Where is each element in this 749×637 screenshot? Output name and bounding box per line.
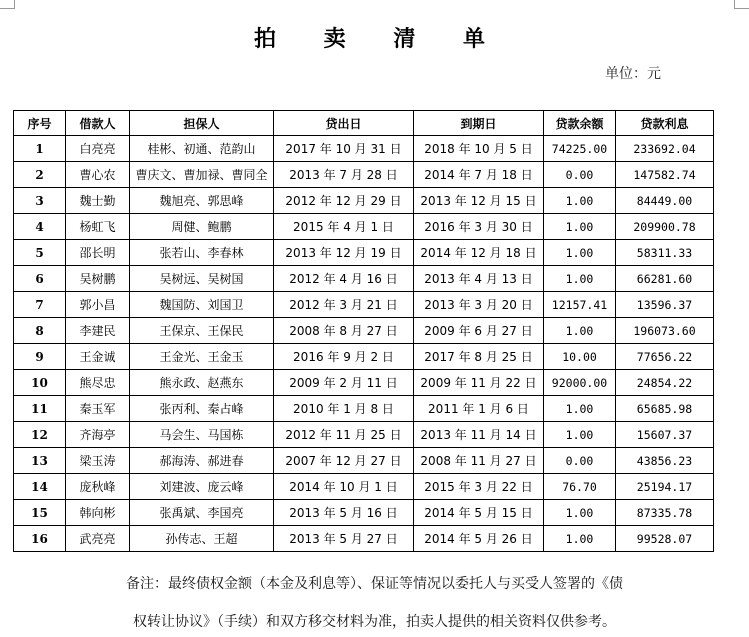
row-due-date: 2013 年 12 月 15 日 [414, 188, 544, 214]
row-guarantor: 吴树远、吴树国 [130, 266, 274, 292]
row-no: 3 [14, 188, 66, 214]
table-row [14, 136, 714, 162]
row-balance: 92000.00 [544, 370, 616, 396]
row-issue-date: 2012 年 3 月 21 日 [274, 292, 414, 318]
row-borrower: 魏士勤 [66, 188, 130, 214]
row-borrower: 武亮亮 [66, 526, 130, 552]
row-issue-date: 2013 年 12 月 19 日 [274, 240, 414, 266]
row-guarantor: 张禹斌、李国亮 [130, 500, 274, 526]
row-no: 14 [14, 474, 66, 500]
row-due-date: 2014 年 5 月 26 日 [414, 526, 544, 552]
row-issue-date: 2013 年 5 月 16 日 [274, 500, 414, 526]
row-guarantor: 桂彬、初通、范韵山 [130, 136, 274, 162]
row-due-date: 2014 年 7 月 18 日 [414, 162, 544, 188]
header-interest: 贷款利息 [616, 111, 714, 136]
row-interest: 13596.37 [616, 292, 714, 318]
row-balance: 1.00 [544, 318, 616, 344]
row-borrower: 秦玉军 [66, 396, 130, 422]
row-no: 12 [14, 422, 66, 448]
row-no: 2 [14, 162, 66, 188]
row-balance: 1.00 [544, 240, 616, 266]
row-due-date: 2008 年 11 月 27 日 [414, 448, 544, 474]
row-issue-date: 2016 年 9 月 2 日 [274, 344, 414, 370]
row-issue-date: 2014 年 10 月 1 日 [274, 474, 414, 500]
row-interest: 84449.00 [616, 188, 714, 214]
row-borrower: 白亮亮 [66, 136, 130, 162]
row-guarantor: 孙传志、王超 [130, 526, 274, 552]
row-no: 8 [14, 318, 66, 344]
row-borrower: 齐海亭 [66, 422, 130, 448]
table-row [14, 266, 714, 292]
header-guarantor: 担保人 [130, 111, 274, 136]
table-row [14, 370, 714, 396]
table-row [14, 292, 714, 318]
row-interest: 65685.98 [616, 396, 714, 422]
header-balance: 贷款余额 [544, 111, 616, 136]
row-issue-date: 2008 年 8 月 27 日 [274, 318, 414, 344]
row-borrower: 邵长明 [66, 240, 130, 266]
row-borrower: 王金诚 [66, 344, 130, 370]
row-guarantor: 马会生、马国栋 [130, 422, 274, 448]
row-balance: 0.00 [544, 448, 616, 474]
table-row [14, 240, 714, 266]
row-balance: 0.00 [544, 162, 616, 188]
row-due-date: 2013 年 4 月 13 日 [414, 266, 544, 292]
row-interest: 147582.74 [616, 162, 714, 188]
row-borrower: 杨虹飞 [66, 214, 130, 240]
row-guarantor: 魏旭亮、郭思峰 [130, 188, 274, 214]
row-guarantor: 刘建波、庞云峰 [130, 474, 274, 500]
row-interest: 43856.23 [616, 448, 714, 474]
row-interest: 77656.22 [616, 344, 714, 370]
header-issue-date: 贷出日 [274, 111, 414, 136]
row-borrower: 吴树鹏 [66, 266, 130, 292]
row-interest: 24854.22 [616, 370, 714, 396]
row-no: 15 [14, 500, 66, 526]
row-no: 13 [14, 448, 66, 474]
row-issue-date: 2009 年 2 月 11 日 [274, 370, 414, 396]
row-issue-date: 2012 年 4 月 16 日 [274, 266, 414, 292]
table-row [14, 162, 714, 188]
header-due-date: 到期日 [414, 111, 544, 136]
row-borrower: 韩向彬 [66, 500, 130, 526]
row-due-date: 2013 年 11 月 14 日 [414, 422, 544, 448]
row-guarantor: 王保京、王保民 [130, 318, 274, 344]
row-issue-date: 2012 年 12 月 29 日 [274, 188, 414, 214]
table-row [14, 318, 714, 344]
row-guarantor: 王金光、王金玉 [130, 344, 274, 370]
row-due-date: 2016 年 3 月 30 日 [414, 214, 544, 240]
row-issue-date: 2017 年 10 月 31 日 [274, 136, 414, 162]
page-corner-mark [734, 0, 749, 9]
row-guarantor: 魏国防、刘国卫 [130, 292, 274, 318]
row-no: 6 [14, 266, 66, 292]
row-issue-date: 2013 年 7 月 28 日 [274, 162, 414, 188]
row-interest: 196073.60 [616, 318, 714, 344]
row-balance: 10.00 [544, 344, 616, 370]
table-header-row [14, 111, 714, 136]
row-guarantor: 曹庆文、曹加禄、曹同全 [130, 162, 274, 188]
row-due-date: 2013 年 3 月 20 日 [414, 292, 544, 318]
row-borrower: 庞秋峰 [66, 474, 130, 500]
row-interest: 233692.04 [616, 136, 714, 162]
table-row [14, 344, 714, 370]
row-interest: 209900.78 [616, 214, 714, 240]
table-row [14, 500, 714, 526]
row-borrower: 梁玉涛 [66, 448, 130, 474]
auction-list-table [13, 110, 714, 552]
row-guarantor: 张丙利、秦占峰 [130, 396, 274, 422]
row-issue-date: 2012 年 11 月 25 日 [274, 422, 414, 448]
row-interest: 66281.60 [616, 266, 714, 292]
table-row [14, 188, 714, 214]
row-due-date: 2011 年 1 月 6 日 [414, 396, 544, 422]
row-interest: 58311.33 [616, 240, 714, 266]
row-borrower: 李建民 [66, 318, 130, 344]
row-interest: 15607.37 [616, 422, 714, 448]
row-interest: 87335.78 [616, 500, 714, 526]
row-no: 4 [14, 214, 66, 240]
page-corner-mark [0, 0, 15, 9]
row-no: 16 [14, 526, 66, 552]
row-guarantor: 郝海涛、郝进春 [130, 448, 274, 474]
row-balance: 12157.41 [544, 292, 616, 318]
table-row [14, 474, 714, 500]
row-balance: 1.00 [544, 266, 616, 292]
table-row [14, 422, 714, 448]
row-no: 11 [14, 396, 66, 422]
row-no: 9 [14, 344, 66, 370]
row-interest: 99528.07 [616, 526, 714, 552]
row-issue-date: 2015 年 4 月 1 日 [274, 214, 414, 240]
table-row [14, 448, 714, 474]
row-balance: 1.00 [544, 422, 616, 448]
row-due-date: 2018 年 10 月 5 日 [414, 136, 544, 162]
row-balance: 1.00 [544, 526, 616, 552]
row-interest: 25194.17 [616, 474, 714, 500]
header-no: 序号 [14, 111, 66, 136]
row-borrower: 曹心农 [66, 162, 130, 188]
row-balance: 1.00 [544, 500, 616, 526]
note-line-2: 权转让协议》（手续）和双方移交材料为准，拍卖人提供的相关资料仅供参考。 [133, 614, 616, 630]
row-issue-date: 2007 年 12 月 27 日 [274, 448, 414, 474]
row-borrower: 熊尽忠 [66, 370, 130, 396]
row-due-date: 2015 年 3 月 22 日 [414, 474, 544, 500]
row-guarantor: 周健、鲍鹏 [130, 214, 274, 240]
row-due-date: 2014 年 12 月 18 日 [414, 240, 544, 266]
row-balance: 1.00 [544, 396, 616, 422]
row-no: 7 [14, 292, 66, 318]
row-issue-date: 2013 年 5 月 27 日 [274, 526, 414, 552]
row-guarantor: 张若山、李春林 [130, 240, 274, 266]
table-row [14, 214, 714, 240]
row-no: 5 [14, 240, 66, 266]
row-balance: 76.70 [544, 474, 616, 500]
row-no: 10 [14, 370, 66, 396]
row-due-date: 2009 年 6 月 27 日 [414, 318, 544, 344]
row-due-date: 2017 年 8 月 25 日 [414, 344, 544, 370]
row-borrower: 郭小昌 [66, 292, 130, 318]
table-row [14, 526, 714, 552]
row-no: 1 [14, 136, 66, 162]
page-title: 拍 卖 清 单 [254, 26, 505, 52]
note-line-1: 备注：最终债权金额（本金及利息等）、保证等情况以委托人与买受人签署的《债 [126, 576, 623, 592]
row-balance: 1.00 [544, 188, 616, 214]
row-due-date: 2009 年 11 月 22 日 [414, 370, 544, 396]
header-borrower: 借款人 [66, 111, 130, 136]
row-balance: 74225.00 [544, 136, 616, 162]
row-due-date: 2014 年 5 月 15 日 [414, 500, 544, 526]
unit-label: 单位：元 [605, 66, 661, 82]
table-row [14, 396, 714, 422]
row-balance: 1.00 [544, 214, 616, 240]
row-issue-date: 2010 年 1 月 8 日 [274, 396, 414, 422]
row-guarantor: 熊永政、赵燕东 [130, 370, 274, 396]
